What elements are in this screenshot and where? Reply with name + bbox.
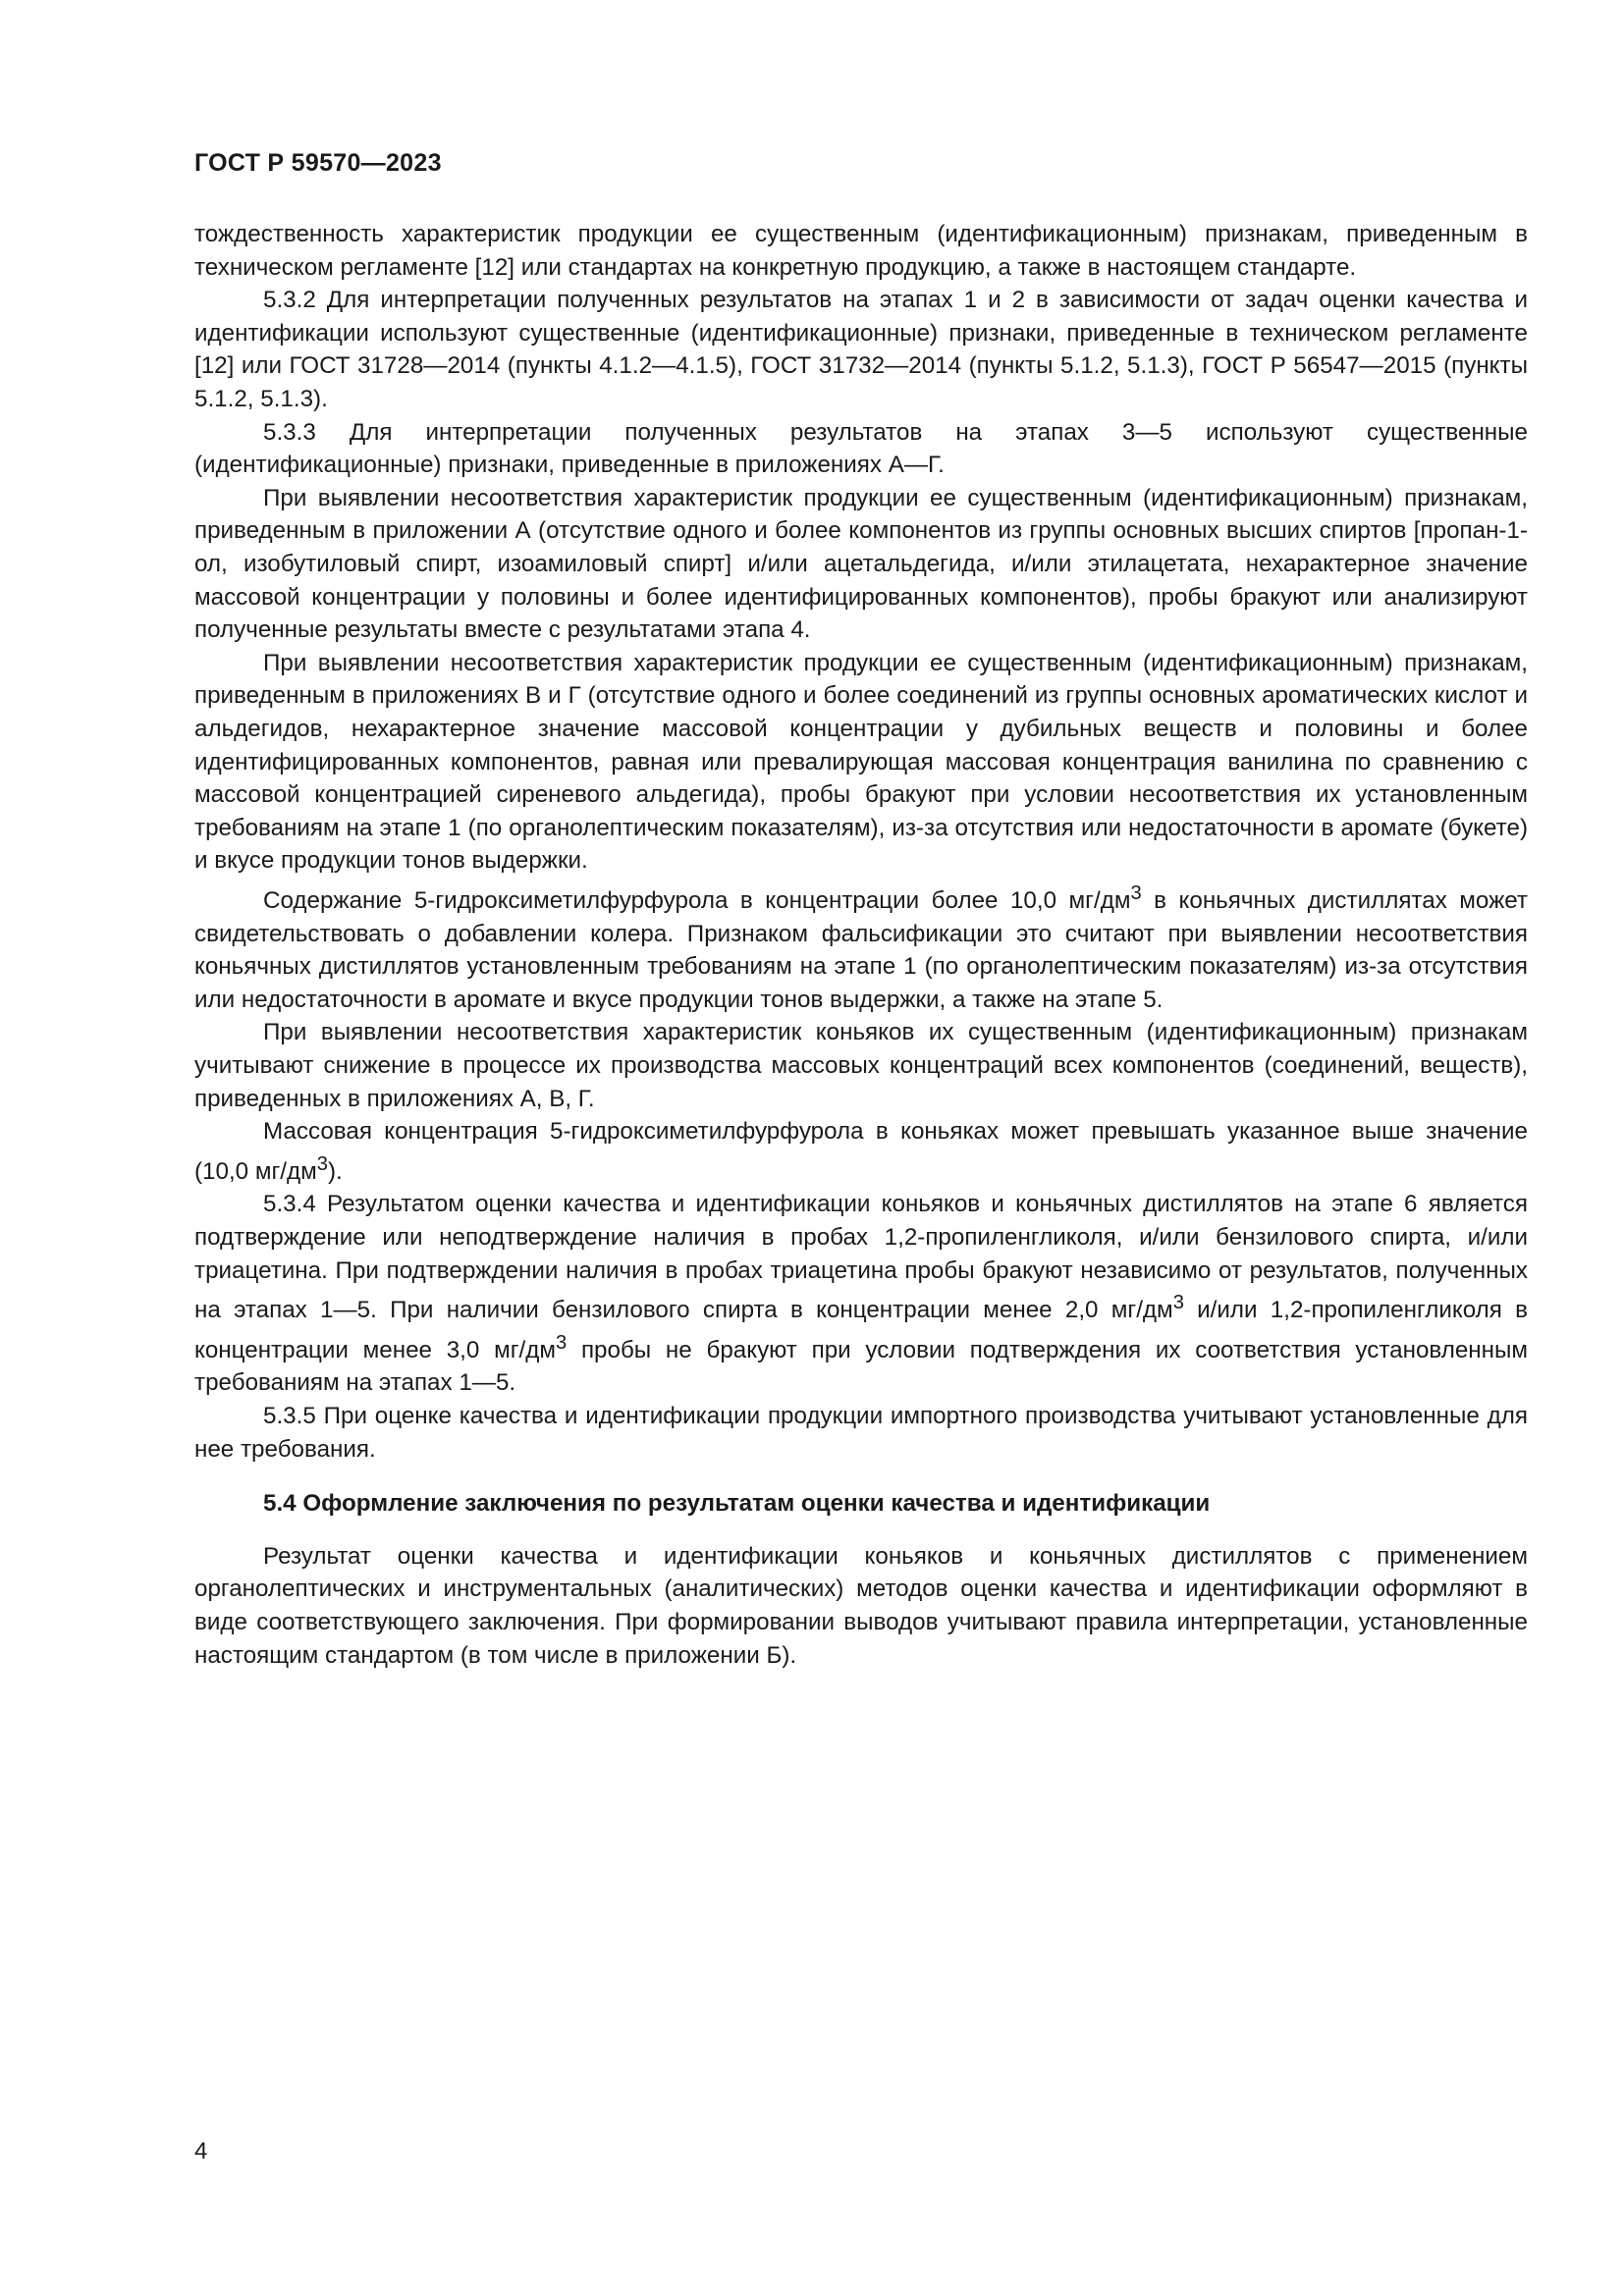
document-header-id: ГОСТ Р 59570—2023 [194, 149, 442, 177]
paragraph-5-3-2: 5.3.2 Для интерпретации полученных результатов на этапах 1 и 2 в зависимости от задач оценки качества и идентификации используют существенные (идентификационные) признаки, приведенные в техническом регламенте [12] или ГОСТ 31728—2014 (пункты 4.1.2—4.1.5), ГОСТ 31732—2014 (пункты 5.1.2, 5.1.3), ГОСТ Р 56547—2015 (пункты 5.1.2, 5.1.3). [194, 287, 1528, 412]
paragraph-5-3-3: 5.3.3 Для интерпретации полученных результатов на этапах 3—5 используют существенные (идентификационные) признаки, приведенные в приложениях А—Г. [194, 418, 1528, 479]
text-segment: в коньячных дистиллятах может свидетельствовать о добавлении колера. Признаком фальсификации это считают при выявлении несоответствия коньячных дистиллятов установленным требованиям на этапе 1 (по органолептическим показателям) из-за отсутствия или недостаточности в аромате и вкусе продукции тонов выдержки, а также на этапе 5. [194, 886, 1528, 1013]
paragraph-appendix-v-g: При выявлении несоответствия характеристик продукции ее существенным (идентификационным) признакам, приведенным в приложениях В и Г (отсутствие одного и более соединений из группы основных ароматических кислот и альдегидов, нехарактерное значение массовой концентрации у дубильных веществ и половины и более идентифицированных компонентов, равная или превалирующая массовая концентрация ванилина по сравнению с массовой концентрацией сиреневого альдегида), пробы бракуют при условии несоответствия их установленным требованиям на этапе 1 (по органолептическим показателям), из-за отсутствия или недостаточности в аромате (букете) и вкусе продукции тонов выдержки. [194, 649, 1528, 875]
paragraph-appendix-a: При выявлении несоответствия характеристик продукции ее существенным (идентификационным) признакам, приведенным в приложении А (отсутствие одного и более компонентов из группы основных высших спиртов [пропан-1-ол, изобутиловый спирт, изоамиловый спирт] и/или ацетальдегида, и/или этилацетата, нехарактерное значение массовой концентрации у половины и более идентифицированных компонентов), пробы бракуют или анализируют полученные результаты вместе с результатами этапа 4. [194, 484, 1528, 644]
paragraph-hmf-cognac [194, 1115, 1528, 1188]
superscript: 3 [316, 1152, 328, 1175]
superscript: 3 [1172, 1292, 1184, 1314]
superscript: 3 [556, 1331, 568, 1354]
text-segment: пробы не бракуют при условии подтверждения их соответствия установленным требованиям на этапах 1—5. [194, 1336, 1528, 1397]
document-body [194, 218, 1528, 1672]
text-segment: Содержание 5-гидроксиметилфурфурола в концентрации более 10,0 мг/дм [263, 886, 1131, 914]
paragraph-continuation: тождественность характеристик продукции ее существенным (идентификационным) признакам, приведенным в техническом регламенте [12] или стандартах на конкретную продукцию, а также в настоящем стандарте. [194, 221, 1528, 281]
paragraph-5-3-4 [194, 1188, 1528, 1400]
page-number: 4 [194, 2138, 208, 2164]
text-segment: 5.3.4 Результатом оценки качества и идентификации коньяков и коньячных дистиллятов на этапе 6 является подтверждение или неподтверждение наличия в пробах 1,2-пропиленгликоля, и/или бензилового спирта, и/или триацетина. При подтверждении наличия в пробах триацетина пробы бракуют независимо от результатов, полученных на этапах 1—5. При наличии бензилового спирта в концентрации менее 2,0 мг/дм [194, 1191, 1528, 1324]
paragraph-hmf-distillates [194, 878, 1528, 1016]
superscript: 3 [1130, 881, 1142, 904]
text-segment: и/или 1,2-пропиленгликоля в концентрации менее 3,0 мг/дм [194, 1297, 1529, 1363]
text-segment: Массовая концентрация 5-гидроксиметилфурфурола в коньяках может превышать указанное выше значение (10,0 мг/дм [194, 1118, 1528, 1185]
paragraph-conclusion: Результат оценки качества и идентификации коньяков и коньячных дистиллятов с применением органолептических и инструментальных (аналитических) методов оценки качества и идентификации оформляют в виде соответствующего заключения. При формировании выводов учитывают правила интерпретации, установленные настоящим стандартом (в том числе в приложении Б). [194, 1542, 1528, 1669]
paragraph-cognac-mismatch: При выявлении несоответствия характеристик коньяков их существенным (идентификационным) признакам учитывают снижение в процессе их производства массовых концентраций всех компонентов (соединений, веществ), приведенных в приложениях А, В, Г. [194, 1019, 1528, 1112]
text-segment: ). [327, 1157, 343, 1185]
paragraph-5-3-5: 5.3.5 При оценке качества и идентификации продукции импортного производства учитывают установленные для нее требования. [194, 1403, 1528, 1463]
section-heading-5-4: 5.4 Оформление заключения по результатам оценки качества и идентификации [263, 1490, 1211, 1518]
